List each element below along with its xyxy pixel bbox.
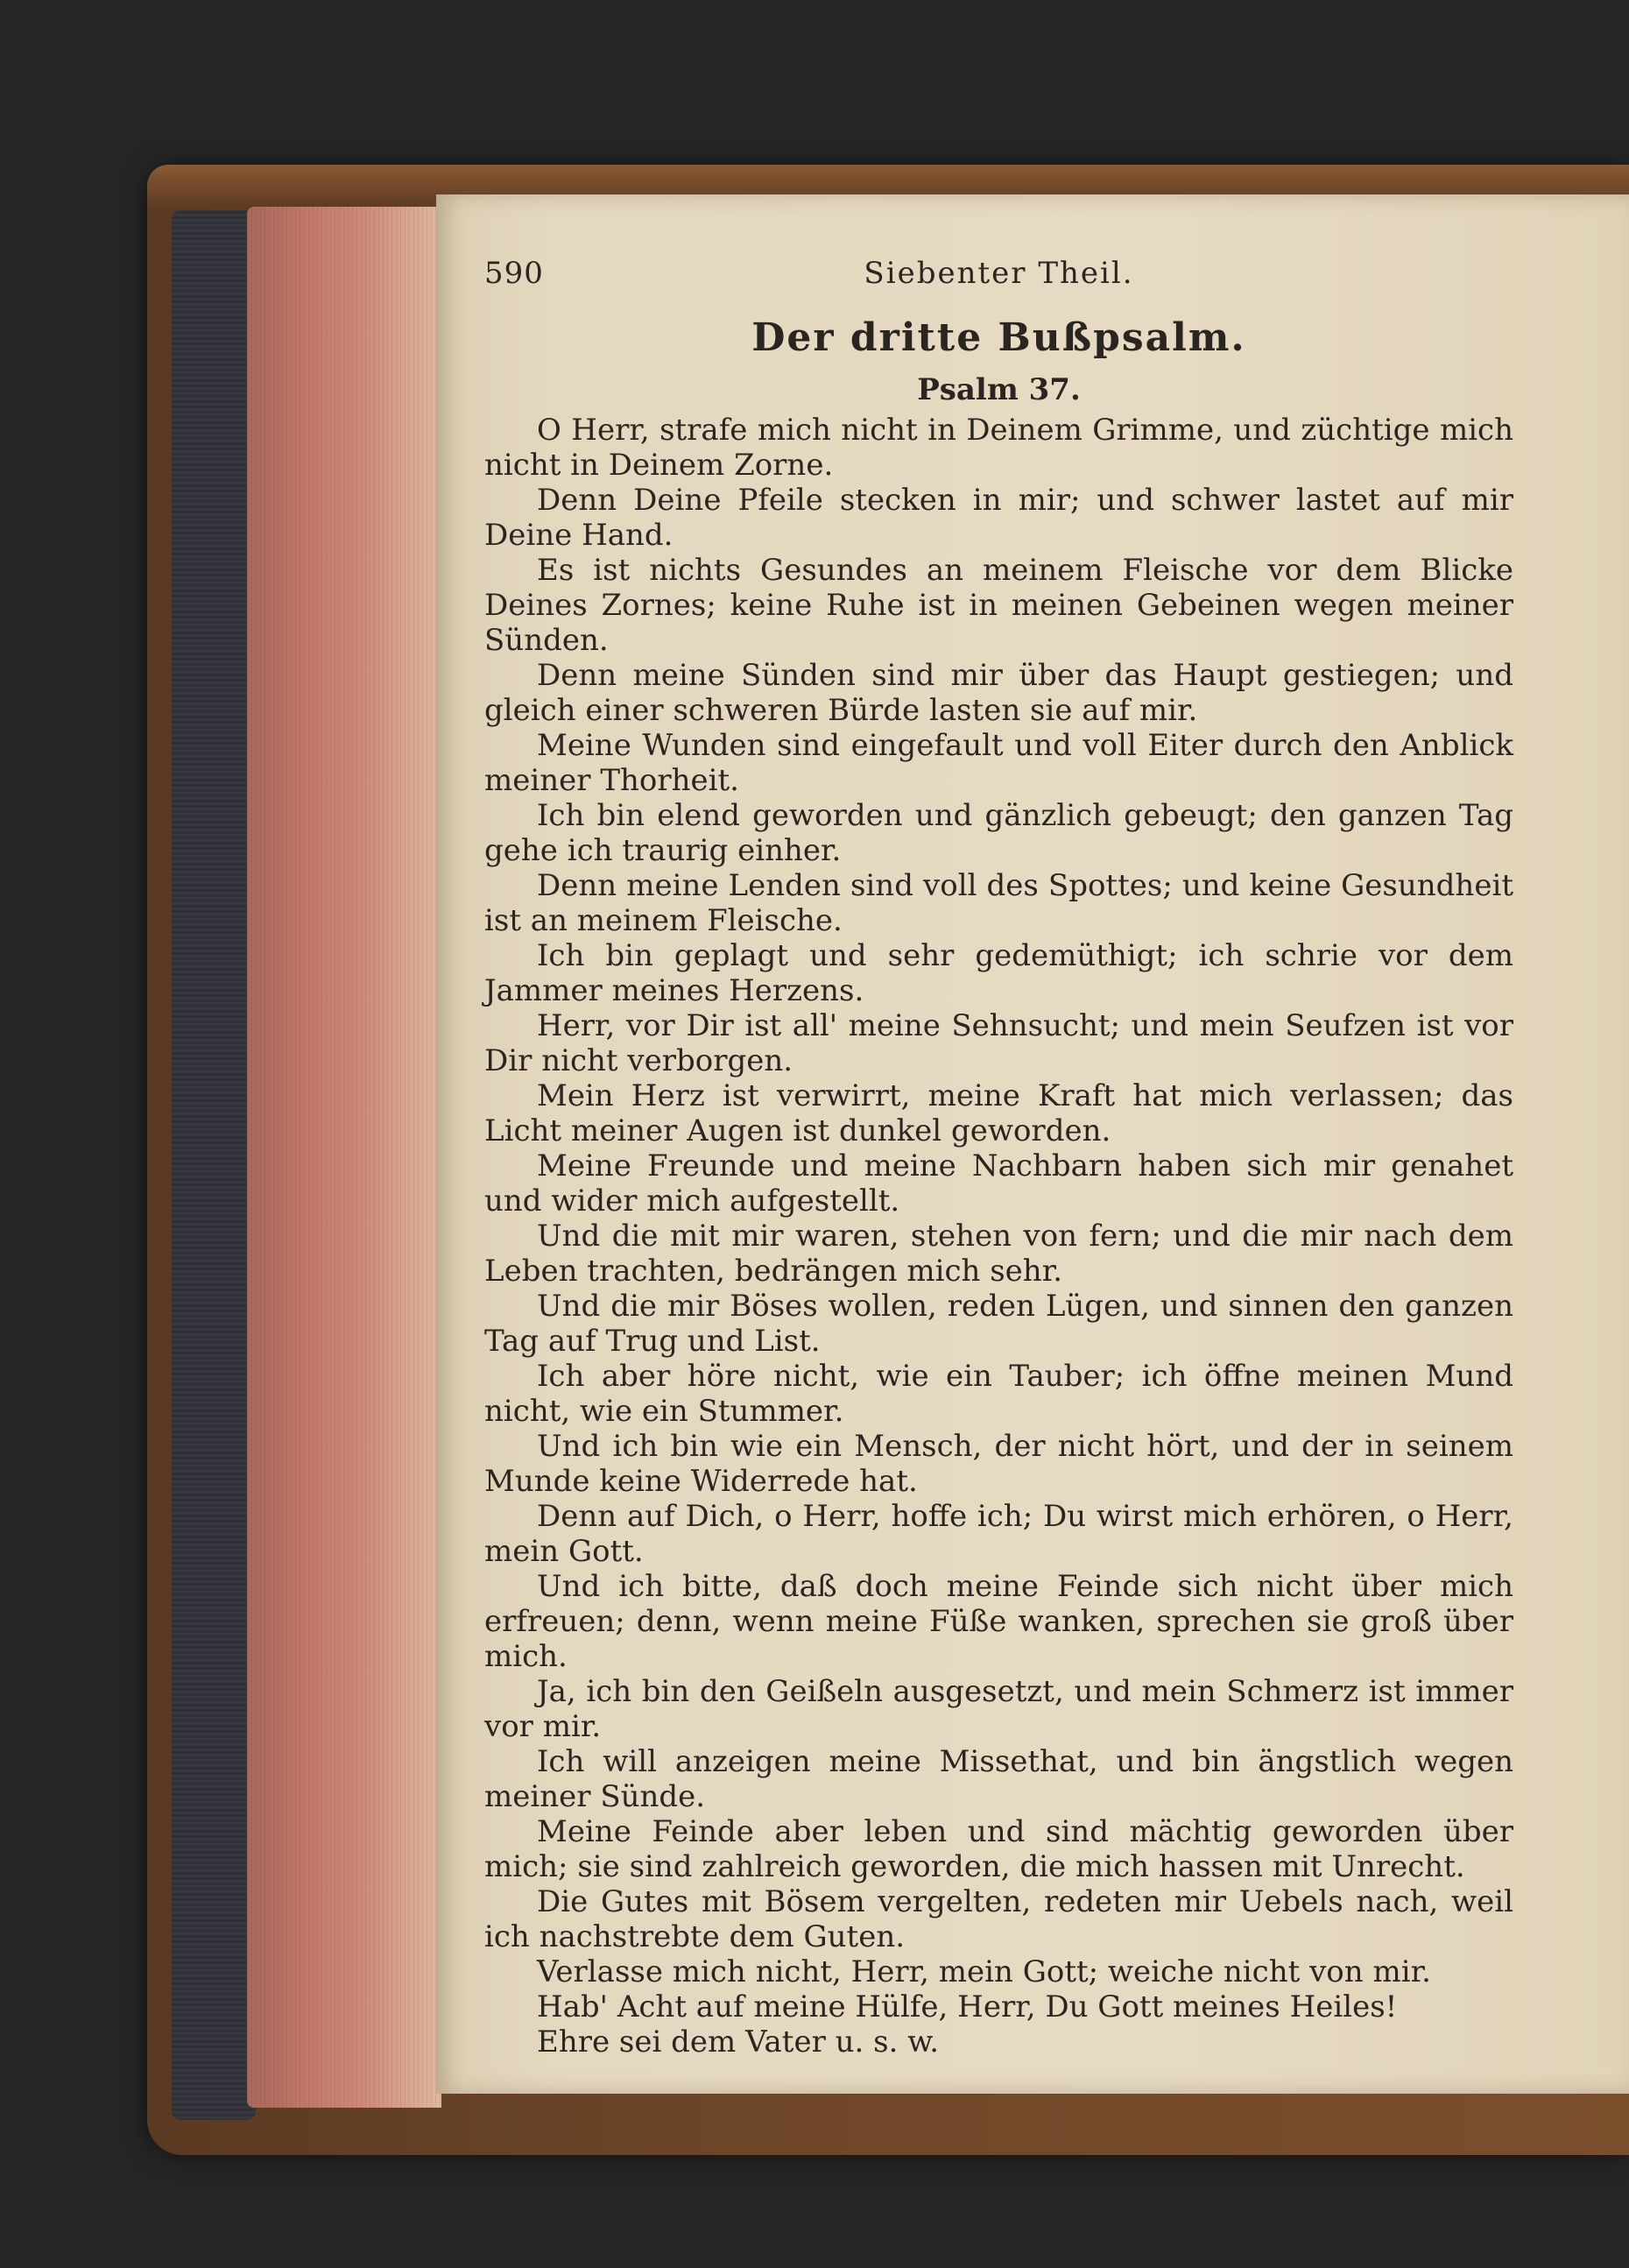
verse: Und die mir Böses wollen, reden Lügen, und sinnen den ganzen Tag auf Trug und List. [484,1289,1513,1359]
verse: Meine Freunde und meine Nachbarn haben sich mir genahet und wider mich aufgestellt. [484,1148,1513,1219]
verse: Denn meine Sünden sind mir über das Haupt gestiegen; und gleich einer schweren Bürde lasten sie auf mir. [484,658,1513,728]
verse: Ehre sei dem Vater u. s. w. [537,2024,940,2060]
book-spine [172,210,256,2120]
page-content [484,256,1513,2060]
verse: Und ich bitte, daß doch meine Feinde sich nicht über mich erfreuen; denn, wenn meine Füße wanken, sprechen sie groß über mich. [484,1569,1513,1674]
book-page [436,194,1629,2094]
verse: Und ich bin wie ein Mensch, der nicht hört, und der in seinem Munde keine Widerrede hat. [484,1429,1513,1499]
verse: Ich will anzeigen meine Missethat, und bin ängstlich wegen meiner Sünde. [484,1744,1513,1814]
verse: Denn auf Dich, o Herr, hoffe ich; Du wirst mich erhören, o Herr, mein Gott. [484,1499,1513,1569]
verse: Meine Feinde aber leben und sind mächtig geworden über mich; sie sind zahlreich geworden, die mich hassen mit Unrecht. [484,1814,1513,1884]
page-edges [247,207,441,2108]
verse: Mein Herz ist verwirrt, meine Kraft hat mich verlassen; das Licht meiner Augen ist dunkel geworden. [484,1078,1513,1148]
verse: Hab' Acht auf meine Hülfe, Herr, Du Gott meines Heiles! [537,1989,1398,2024]
verse: Es ist nichts Gesundes an meinem Fleische vor dem Blicke Deines Zornes; keine Ruhe ist in meinen Gebeinen wegen meiner Sünden. [484,553,1513,658]
verse: Die Gutes mit Bösem vergelten, redeten mir Uebels nach, weil ich nachstrebte dem Guten. [484,1884,1513,1954]
verse: Und die mit mir waren, stehen von fern; und die mir nach dem Leben trachten, bedrängen mich sehr. [484,1219,1513,1289]
psalm-title: Der dritte Bußpsalm. [751,315,1246,360]
page-number: 590 [484,256,544,291]
verse: Denn meine Lenden sind voll des Spottes; und keine Gesundheit ist an meinem Fleische. [484,868,1513,938]
verse: Denn Deine Pfeile stecken in mir; und schwer lastet auf mir Deine Hand. [484,483,1513,553]
psalm-subtitle: Psalm 37. [917,372,1081,407]
verse: Ja, ich bin den Geißeln ausgesetzt, und mein Schmerz ist immer vor mir. [484,1674,1513,1744]
verse: Ich bin geplagt und sehr gedemüthigt; ich schrie vor dem Jammer meines Herzens. [484,938,1513,1008]
page-header [484,256,1513,308]
verse: Ich bin elend geworden und gänzlich gebeugt; den ganzen Tag gehe ich traurig einher. [484,798,1513,868]
verse: O Herr, strafe mich nicht in Deinem Grimme, und züchtige mich nicht in Deinem Zorne. [484,413,1513,483]
running-head: Siebenter Theil. [864,256,1134,291]
verse: Ich aber höre nicht, wie ein Tauber; ich öffne meinen Mund nicht, wie ein Stummer. [484,1359,1513,1429]
verse: Verlasse mich nicht, Herr, mein Gott; weiche nicht von mir. [537,1954,1431,1989]
verse: Herr, vor Dir ist all' meine Sehnsucht; und mein Seufzen ist vor Dir nicht verborgen. [484,1008,1513,1078]
verse: Meine Wunden sind eingefault und voll Eiter durch den Anblick meiner Thorheit. [484,728,1513,798]
